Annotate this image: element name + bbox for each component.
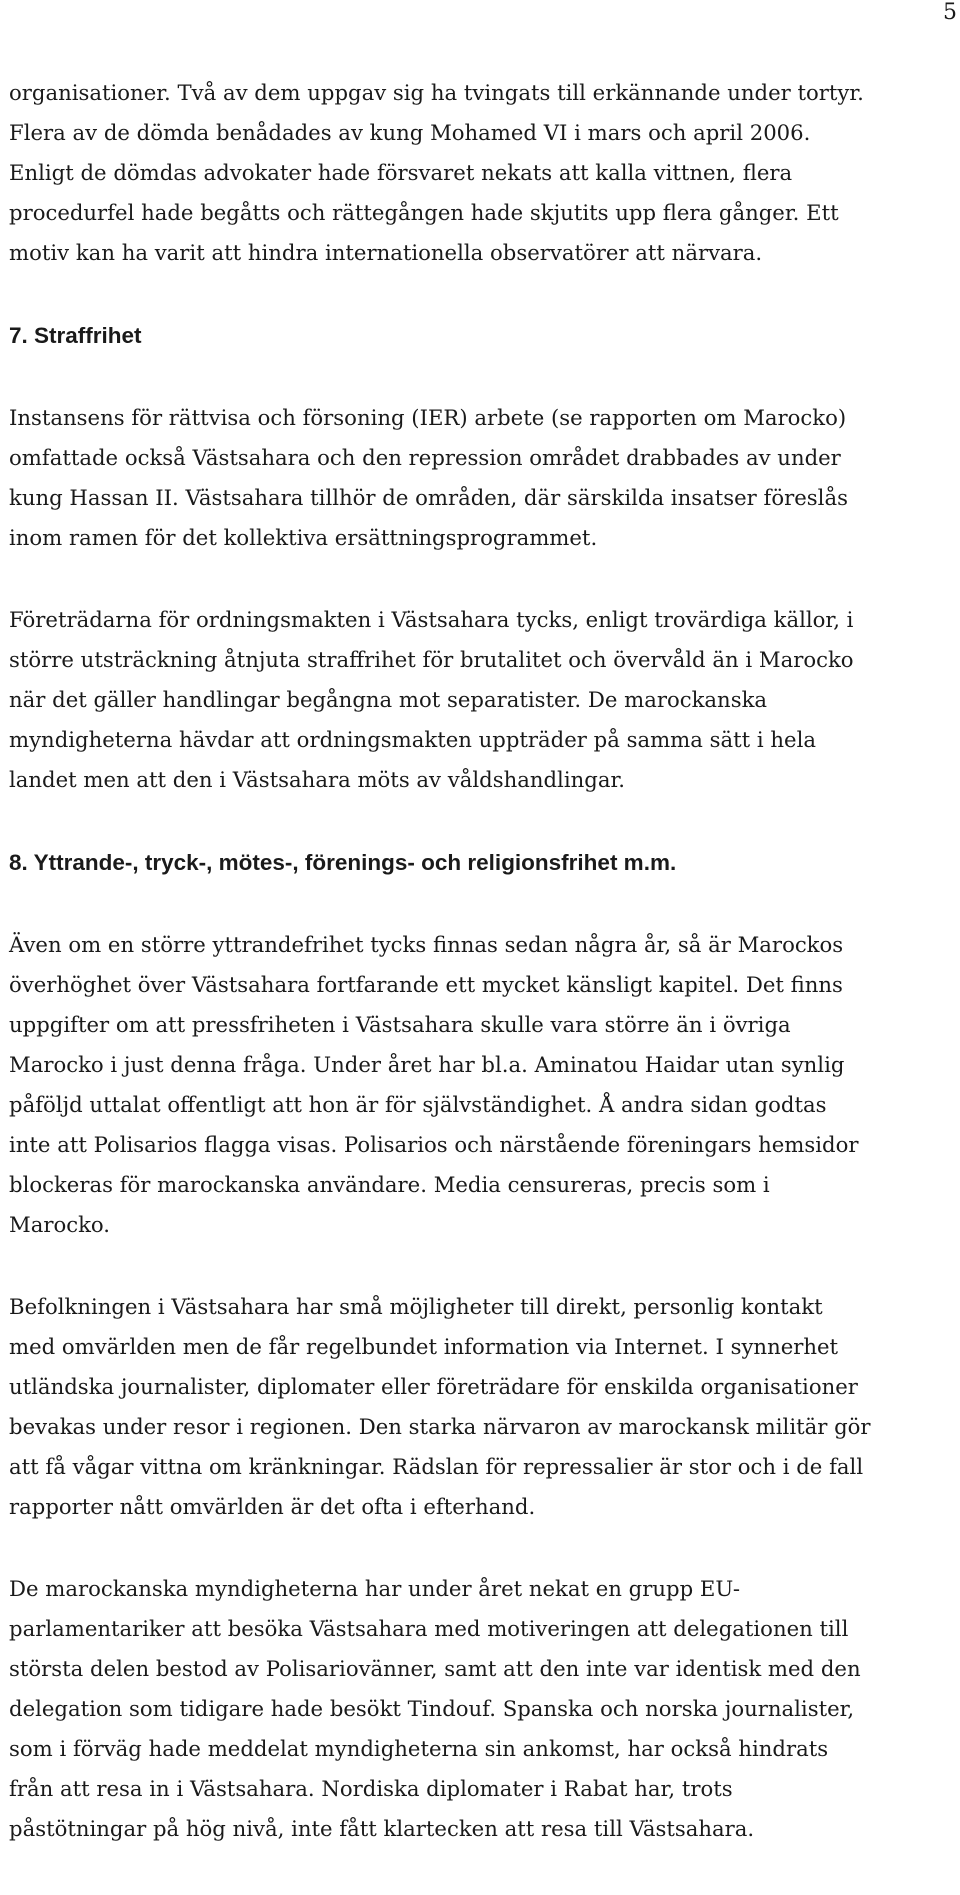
section7-paragraph-1 bbox=[9, 398, 954, 558]
text-line: som i förväg hade meddelat myndigheterna sin ankomst, har också hindrats bbox=[9, 1736, 829, 1761]
section7-paragraph-2 bbox=[9, 600, 954, 800]
text-line: när det gäller handlingar begångna mot separatister. De marockanska bbox=[9, 687, 768, 712]
text-line: uppgifter om att pressfriheten i Västsahara skulle vara större än i övriga bbox=[9, 1012, 791, 1037]
text-line: organisationer. Två av dem uppgav sig ha tvingats till erkännande under tortyr. bbox=[9, 80, 864, 105]
text-line: motiv kan ha varit att hindra internationella observatörer att närvara. bbox=[9, 240, 763, 265]
page-number: 5 bbox=[943, 0, 957, 25]
text-line: från att resa in i Västsahara. Nordiska diplomater i Rabat har, trots bbox=[9, 1776, 733, 1801]
document-body bbox=[9, 73, 954, 1849]
section8-paragraph-3 bbox=[9, 1569, 954, 1849]
text-line: överhöghet över Västsahara fortfarande ett mycket känsligt kapitel. Det finns bbox=[9, 972, 843, 997]
text-line: inte att Polisarios flagga visas. Polisarios och närstående föreningars hemsidor bbox=[9, 1132, 859, 1157]
text-line: myndigheterna hävdar att ordningsmakten uppträder på samma sätt i hela bbox=[9, 727, 816, 752]
text-line: Även om en större yttrandefrihet tycks finnas sedan några år, så är Marockos bbox=[9, 932, 844, 957]
section8-paragraph-1 bbox=[9, 925, 954, 1245]
text-line: omfattade också Västsahara och den repression området drabbades av under bbox=[9, 445, 841, 470]
text-line: inom ramen för det kollektiva ersättningsprogrammet. bbox=[9, 525, 598, 550]
text-line: påstötningar på hög nivå, inte fått klartecken att resa till Västsahara. bbox=[9, 1816, 755, 1841]
section-heading-8: 8. Yttrande-, tryck-, mötes-, förenings- och religionsfrihet m.m. bbox=[9, 850, 677, 875]
text-line: delegation som tidigare hade besökt Tindouf. Spanska och norska journalister, bbox=[9, 1696, 855, 1721]
text-line: Företrädarna för ordningsmakten i Västsahara tycks, enligt trovärdiga källor, i bbox=[9, 607, 854, 632]
text-line: parlamentariker att besöka Västsahara med motiveringen att delegationen till bbox=[9, 1616, 849, 1641]
text-line: De marockanska myndigheterna har under året nekat en grupp EU- bbox=[9, 1576, 740, 1601]
text-line: landet men att den i Västsahara möts av våldshandlingar. bbox=[9, 767, 625, 792]
text-line: Instansens för rättvisa och försoning (IER) arbete (se rapporten om Marocko) bbox=[9, 405, 847, 430]
text-line: bevakas under resor i regionen. Den starka närvaron av marockansk militär gör bbox=[9, 1414, 871, 1439]
text-line: rapporter nått omvärlden är det ofta i efterhand. bbox=[9, 1494, 536, 1519]
text-line: utländska journalister, diplomater eller företrädare för enskilda organisationer bbox=[9, 1374, 858, 1399]
intro-paragraph bbox=[9, 73, 954, 273]
text-line: procedurfel hade begåtts och rättegången hade skjutits upp flera gånger. Ett bbox=[9, 200, 839, 225]
text-line: Marocko. bbox=[9, 1212, 111, 1237]
section8-paragraph-2 bbox=[9, 1287, 954, 1527]
text-line: Befolkningen i Västsahara har små möjligheter till direkt, personlig kontakt bbox=[9, 1294, 823, 1319]
text-line: kung Hassan II. Västsahara tillhör de områden, där särskilda insatser föreslås bbox=[9, 485, 848, 510]
section-heading-7: 7. Straffrihet bbox=[9, 323, 142, 348]
text-line: största delen bestod av Polisariovänner, samt att den inte var identisk med den bbox=[9, 1656, 861, 1681]
text-line: Enligt de dömdas advokater hade försvaret nekats att kalla vittnen, flera bbox=[9, 160, 793, 185]
text-line: blockeras för marockanska användare. Media censureras, precis som i bbox=[9, 1172, 770, 1197]
text-line: större utsträckning åtnjuta straffrihet för brutalitet och övervåld än i Marocko bbox=[9, 647, 854, 672]
text-line: att få vågar vittna om kränkningar. Rädslan för repressalier är stor och i de fall bbox=[9, 1454, 864, 1479]
text-line: Flera av de dömda benådades av kung Mohamed VI i mars och april 2006. bbox=[9, 120, 811, 145]
text-line: med omvärlden men de får regelbundet information via Internet. I synnerhet bbox=[9, 1334, 839, 1359]
text-line: Marocko i just denna fråga. Under året har bl.a. Aminatou Haidar utan synlig bbox=[9, 1052, 845, 1077]
text-line: påföljd uttalat offentligt att hon är för självständighet. Å andra sidan godtas bbox=[9, 1092, 827, 1117]
